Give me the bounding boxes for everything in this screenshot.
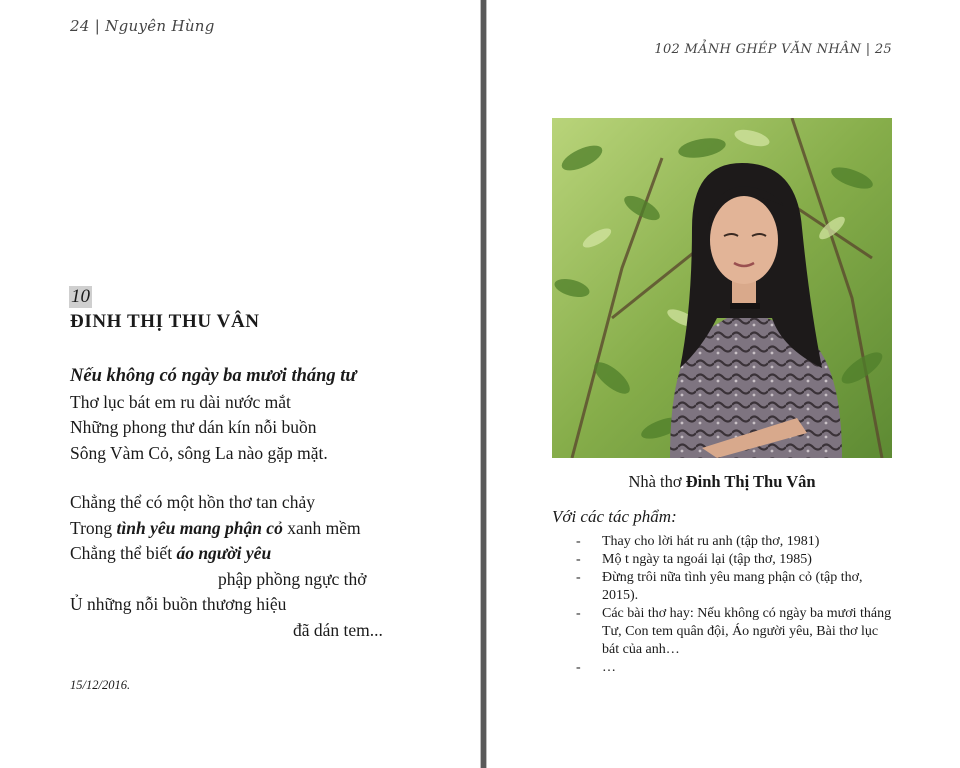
poem: [70, 364, 430, 643]
list-dash: -: [576, 660, 581, 675]
work-text: …: [602, 660, 616, 675]
poem-line: đã dán tem...: [293, 619, 383, 640]
poem-text: xanh mềm: [282, 517, 361, 538]
poem-line: Nếu không có ngày ba mươi tháng tư: [70, 366, 357, 386]
poem-line: Những phong thư dán kín nỗi buồn: [70, 417, 317, 437]
work-text: Mộ t ngày ta ngoái lại (tập thơ, 1985): [602, 552, 812, 567]
list-dash: -: [576, 534, 581, 549]
poem-line: [70, 541, 430, 567]
running-head-right: 102 MẢNH GHÉP VĂN NHÂN | 25: [654, 42, 892, 57]
stanza-break: [70, 466, 430, 490]
work-text: Các bài thơ hay: Nếu không có ngày ba mươi tháng Tư, Con tem quân đội, Áo người yêu, Bài thơ lục bát của anh…: [602, 606, 892, 657]
list-item: [576, 659, 896, 677]
work-text: Đừng trôi nữa tình yêu mang phận cỏ (tập thơ, 2015).: [602, 570, 863, 603]
photo-caption: [552, 472, 892, 492]
list-dash: -: [576, 606, 581, 621]
poem-line: Thơ lục bát em ru dài nước mắt: [70, 391, 291, 412]
portrait-photo: [552, 118, 892, 458]
entry-number: 10: [71, 286, 90, 307]
poem-emphasis: áo người yêu: [176, 543, 272, 563]
poem-line: Chẳng thể có một hồn thơ tan chảy: [70, 492, 315, 512]
poet-title: ĐINH THỊ THU VÂN: [70, 311, 260, 332]
portrait-illustration: [552, 118, 892, 458]
poem-line: [70, 516, 430, 542]
caption-name: Đinh Thị Thu Vân: [685, 472, 816, 491]
poem-line: Ủ những nỗi buồn thương hiệu: [70, 594, 287, 614]
poem-text: Trong: [70, 517, 117, 538]
work-text: Thay cho lời hát ru anh (tập thơ, 1981): [602, 534, 820, 549]
caption-prefix: Nhà thơ: [628, 472, 686, 491]
list-item: [576, 533, 896, 551]
poem-date: 15/12/2016.: [70, 678, 131, 692]
list-item: [576, 605, 896, 659]
list-dash: -: [576, 552, 581, 567]
poem-line: Sông Vàm Cỏ, sông La nào gặp mặt.: [70, 442, 328, 463]
poem-text: Chẳng thể biết: [70, 543, 177, 563]
list-item: [576, 551, 896, 569]
list-dash: -: [576, 570, 581, 585]
poem-emphasis: tình yêu mang phận cỏ: [116, 517, 283, 538]
poem-line: phập phồng ngực thở: [218, 568, 367, 589]
running-head-left: 24 | Nguyên Hùng: [70, 17, 215, 35]
works-list: [576, 533, 896, 677]
list-item: [576, 569, 896, 605]
works-heading: Với các tác phẩm:: [552, 507, 677, 526]
